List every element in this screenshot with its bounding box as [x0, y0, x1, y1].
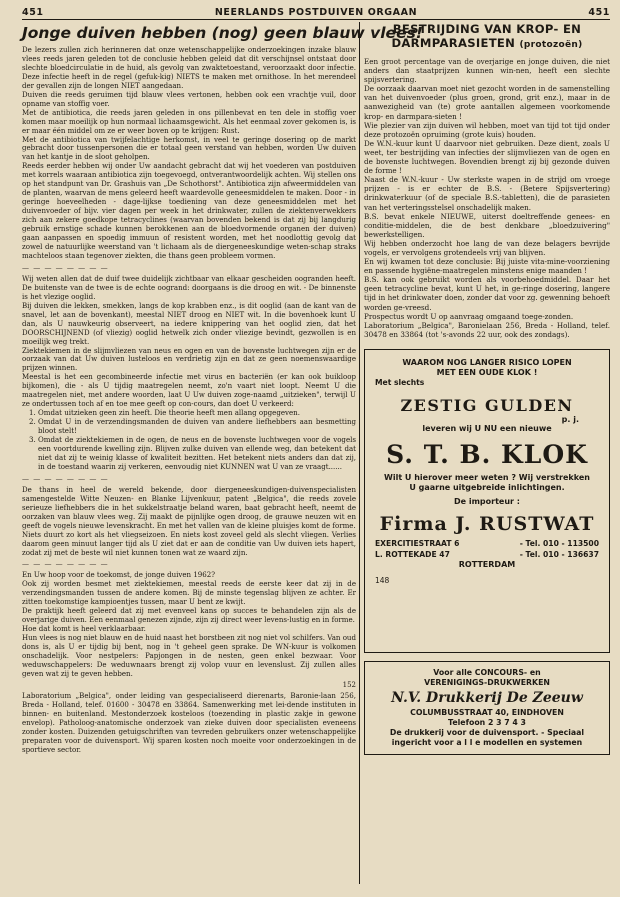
ad-price: ZESTIG GULDEN: [400, 395, 574, 415]
ad-city: ROTTERDAM: [458, 559, 516, 569]
article-heading: Jonge duiven hebben (nog) geen blauw vlees!: [22, 24, 423, 42]
paragraph: Meestal is het een gecombineerde infectie met virus en bacteriën (er kan ook buikloop bijkomen), die - als U tijdig maatregelen neemt, zo'n vaart niet loopt. Neemt U die maatregelen niet, met andere woorden, laat U Uw duiven zoge-naamd „uitzieken", terwijl U ze ondertussen toch af en toe mee geeft op con-cours, dan doet U verkeerd:: [22, 372, 356, 409]
page-number-left: 451: [22, 6, 44, 18]
ad-product-name: S. T. B. KLOK: [386, 439, 588, 469]
paragraph: De W.N.-kuur kunt U daarvoor niet gebruiken. Deze dient, zoals U weet, ter bestrijding van infecties der slijmvliezen van de ogen en de bovenste luchtwegen. Bovendien brengt zij bij gezonde duiven de forme !: [364, 138, 610, 176]
ad-address: L. ROTTEKADE 47: [375, 549, 450, 559]
heading-line: BESTRIJDING VAN KROP- EN: [392, 22, 582, 36]
ad-headline: WAAROM NOG LANGER RISICO LOPEN: [402, 357, 572, 367]
ad-headline: Voor alle CONCOURS- en: [433, 667, 541, 677]
paragraph: Met de antibiotica, die reeds jaren geleden in ons pillenbevat en ten dele in stoffig voer komen maar moeilijk op hun normaal lichaamsgewicht. Als het eenmaal zover gekomen is, is er maar één middel om ze er weer boven op te krijgen: Rust.: [22, 107, 356, 135]
ad-text: De drukkerij voor de duivensport. - Speciaal: [389, 727, 585, 737]
ad-company-name: N.V. Drukkerij De Zeeuw: [391, 689, 583, 706]
list-item: 3. Omdat de ziektekiemen in de ogen, de neus en de bovenste luchtwegen voor de vogels een voortdurende kwelling zijn. Blijven zulke duiven van ellende weg, dan betekent dat niet dat zij te weinig klasse of kwaliteit bezitten. Het betekent niets anders dan dat zij, in de toestand waarin zij verkeren, eenvoudig niet KUNNEN wat U van ze vraagt......: [38, 436, 356, 472]
paragraph: Reeds eerder hebben wij onder Uw aandacht gebracht dat wij het voederen van postduiven met korrels waaraan antibiotica zijn toegevoegd, ontverantwoordelijk achten. Wij stellen ons op het standpunt van Dr. Grashuis van „De Schothorst". Antibiotica zijn afweermiddelen van de planten, waarvan de mens geleerd heeft waardevolle geneesmiddelen te maken. Door - in geringe hoeveelheden - dage-lijkse toediening van deze geneesmiddelen met het duivenvoeder of bijv. vier dagen per week in het drinkwater, zullen de ziektenverwekkers zich aan zekere goedkope tetracyclines (waarvan bovenden bekend is dat zij bij langdurig gebruik ernstige schade kunnen berokkenen aan de bloedvormende organen der duiven) gaan aanpassen en spoedig immuun of resistent worden, met het noodlottig gevolg dat zowel de natuurlijke weerstand van 't lichaam als de diergeneeskundige weten-schap straks machteloos staan tegenover ziekten, die thans geen probleem vormen.: [22, 161, 356, 260]
ad-phone: Telefoon 2 3 7 4 3: [448, 717, 526, 727]
paragraph: Wij weten allen dat de duif twee duidelijk zichtbaar van elkaar gescheiden oogranden heeft. De buitenste van de twee is de echte oogrand: doorgaans is die droog en wit. - De binnenste is het vlezige ooglid.: [22, 273, 356, 301]
ad-address: COLUMBUSSTRAAT 40, EINDHOVEN: [410, 707, 564, 717]
ad-text: U gaarne uitgebreide inlichtingen.: [409, 482, 565, 492]
ad-price-unit: p. j.: [561, 414, 579, 424]
ad-headline: VERENIGINGS-DRUKWERKEN: [424, 677, 550, 687]
ad-address-line: [375, 538, 599, 549]
paragraph: Ziektekiemen in de slijmvliezen van neus en ogen en van de bovenste luchtwegen zijn er de oorzaak van dat Uw duiven lusteloos en verdrietig zijn en dat ze geen noemenswaardige prijzen winnen.: [22, 345, 356, 373]
page-header: [22, 5, 610, 19]
heading-text: DARMPARASIETEN: [391, 36, 516, 50]
header-rule: [22, 19, 610, 20]
ad-text: Met slechts: [375, 377, 425, 387]
heading-subtext: (protozoën): [519, 40, 583, 50]
article-heading-right: [364, 22, 610, 52]
ad-address: EXERCITIESTRAAT 6: [375, 538, 460, 548]
section-separator: — — — — — — — —: [22, 474, 109, 483]
paragraph: B.S. kan ook gebruikt worden als voorbehoedmiddel. Daar het geen tetracycline bevat, kunt U het, in ge-ringe dosering, langere tijd in het drinkwater doen, zonder dat voor zg. gewenning behoeft worden ge-vreesd.: [364, 275, 610, 312]
paragraph: Laboratorium „Belgica", Baronielaan 256, Breda - Holland, telef. 30478 en 33864 (tot 's-avonds 22 uur, ook des zondags).: [364, 320, 610, 339]
section-separator: — — — — — — — —: [22, 263, 109, 272]
right-column: [364, 22, 610, 884]
list-item: 2. Omdat U in de verzendingsmanden de duiven van andere liefhebbers aan besmetting bloot stelt!: [38, 418, 356, 436]
footnote-number: 152: [342, 680, 356, 689]
ad-text: leveren wij U NU een nieuwe: [422, 423, 552, 433]
paragraph: De praktijk heeft geleerd dat zij met evenveel kans op succes te behandelen zijn als de overjarige duiven. Een eenmaal genezen zijnde, zijn zij direct weer levens-lustig en in forme.: [22, 606, 356, 625]
paragraph: Met de antibiotica van twijfelachtige herkomst, in veel te geringe dosering op de markt gebracht door tussenpersonen die er totaal geen verstand van hebben, worden Uw duiven van het kantje in de sloot geholpen.: [22, 134, 356, 162]
paragraph: De oorzaak daarvan moet niet gezocht worden in de samenstelling van het duivenvoeder (plus groen, grond, grit enz.), maar in de aanwezigheid van (te) grote aantallen algemeen voorkomende krop- en darmpara-sieten !: [364, 84, 610, 121]
section-separator: — — — — — — — —: [22, 560, 109, 569]
ad-address-line: [375, 549, 599, 560]
paragraph: Hoe dat komt is heel verklaarbaar.: [22, 624, 146, 634]
advertisement-drukkerij: [364, 661, 610, 755]
paragraph: Naast de W.N.-kuur - Uw sterkste wapen in de strijd om vroege prijzen - is er echter de B.S. - (Betere Spijsvertering) drinkwaterkuur (of de speciale B.S.-tabletten), die de parasieten van het verteringsstelsel onschadelijk maken.: [364, 175, 610, 212]
list-item: 1. Omdat uitzieken geen zin heeft. Die theorie heeft men allang opgegeven.: [38, 409, 356, 418]
page-number-right: 451: [588, 6, 610, 18]
advertisement-klok: [364, 349, 610, 653]
ad-company-name: Firma J. RUSTWAT: [379, 512, 595, 535]
paragraph: Wie plezier van zijn duiven wil hebben, moet van tijd tot tijd onder deze protozoën opruiming (grote kuis) houden.: [364, 120, 610, 139]
paragraph: De thans in heel de wereld bekende, door diergeneeskundigen-duivenspecialisten samengestelde Witte Neuzen- en Blanke Lijvenkuur, patent „Belgica", die reeds zovele serieuze liefhebbers die in het sukkelstraatje beland waren, baat gebracht heeft, neemt de oorzaken van blauw vlees weg. Zij maakt de pijnlijke ogen droog, de grauwe neuzen wit en geeft de vogels nieuwe levenskracht. En met het vallen van de kleine pluisjes komt de forme.: [22, 484, 356, 530]
ad-text: De importeur :: [454, 496, 520, 506]
paragraph: Ook zij worden besmet met ziektekiemen, meestal reeds de eerste keer dat zij in de verzendingsmanden tussen de andere komen. Bij de minste tegenslag blijven ze achter. Er zitten toekomstige kampioentjes tussen, maar U bent ze kwijt.: [22, 579, 356, 607]
ad-number: 148: [375, 575, 390, 585]
ad-text: Wilt U hierover meer weten ? Wij verstrekken: [384, 472, 590, 482]
paragraph: Wij hebben onderzocht hoe lang de van deze belagers bevrijde vogels, er vervolgens grotendeels vrij van blijven.: [364, 238, 610, 257]
paragraph: Bij duiven die lekken, smekken, langs de kop krabben enz., is dit ooglid (aan de kant van de snavel, let aan de bovenkant), meestal NIET droog en NIET wit. In die bovenhoek kunt U dan, als U nauwkeurig observeert, na iedere knippering van het ooglid zien, dat het DOORSCHIJNEND (of vliezig) ooglid hetwelk zich onder vliezige bevindt, gezwollen is en moeilijk weg trekt.: [22, 300, 356, 346]
ad-text: ingericht voor a l l e modellen en systemen: [391, 737, 583, 747]
heading-line: [364, 36, 610, 52]
paragraph: Een groot percentage van de overjarige en jonge duiven, die niet anders dan staatprijzen kunnen win-nen, heeft een slechte spijsvertering.: [364, 57, 610, 85]
paragraph: Hun vlees is nog niet blauw en de huid naast het borstbeen zit nog niet vol schilfers. Van oud dons is, als U er tijdig bij bent, nog in 't geheel geen sprake. De WN-kuur is volkomen onschadelijk. Voor nestpelers: Papjongen in de nesten, geen enkel bezwaar. Voor weduwschappelers: De weduwnaars brengt zij volop vuur en levenslust. Zij zullen alles geven wat zij te geven hebben.: [22, 633, 356, 678]
paragraph: Laboratorium „Belgica", onder leiding van gespecialiseerd dierenarts, Baronie-laan 256, Breda - Holland, telef. 01600 - 30478 en 33864. Samenwerking met lei-dende instituten in binnen- en buitenland. Mestonderzoek kosteloos (toezending in plastic zakje in gewone envelop). Patholoog-anatomische onderzoek van zieke duiven door specialisten eveneens zonder kosten. Duizenden getuigschriften van tevreden gebruikers onzer wetenschappelijke preparaten voor de duivensport. Wij sparen kosten noch moeite voor onderzoekingen in de sportieve sector.: [22, 690, 356, 754]
paragraph: En Uw hoop voor de toekomst, de jonge duiven 1962?: [22, 570, 216, 580]
paragraph: De lezers zullen zich herinneren dat onze wetenschappelijke onderzoekingen inzake blauw vlees reeds jaren geleden tot de conclusie hebben geleid dat dit verschijnsel ontstaat door slechte bloedcirculatie in de huid, als gevolg van zwaktetoestand, veroorzaakt door infectie. Deze infectie heeft in de regel (gefuk-kig) NIETS te maken met ornithose. In het merendeel der gevallen zijn de longen NIET aangedaan.: [22, 45, 356, 90]
numbered-list: [22, 409, 356, 472]
paragraph: Niets duurt zo kort als het vliegseizoen. En niets kost zoveel geld als slecht vliegen. Verlies daarom geen minuut langer tijd als U ziet dat er aan de conditie van Uw duiven iets hapert, zodat zij met de beste wil niet kunnen tonen wat ze waard zijn.: [22, 529, 356, 557]
ad-phone: - Tel. 010 - 113500: [519, 538, 599, 548]
paragraph: Prospectus wordt U op aanvraag omgaand toege-zonden.: [364, 311, 574, 321]
ad-phone: - Tel. 010 - 136637: [519, 549, 599, 559]
paragraph: En wij kwamen tot deze conclusie: Bij juiste vita-mine-voorziening en passende hygiëne-maatregelen minstens enige maanden !: [364, 257, 610, 276]
paragraph: B.S. bevat enkele NIEUWE, uiterst doeltreffende genees- en conditie-middelen, die de best denkbare „bloedzuivering" bewerkstelligen.: [364, 211, 610, 239]
paragraph: Duiven die reeds geruimen tijd blauw vlees vertonen, hebben ook een vrachtje vuil, door opname van stoffig voer.: [22, 89, 356, 108]
column-divider: [359, 22, 360, 884]
publication-title: NEERLANDS POSTDUIVEN ORGAAN: [214, 6, 418, 18]
ad-headline: MET EEN OUDE KLOK !: [436, 367, 538, 377]
